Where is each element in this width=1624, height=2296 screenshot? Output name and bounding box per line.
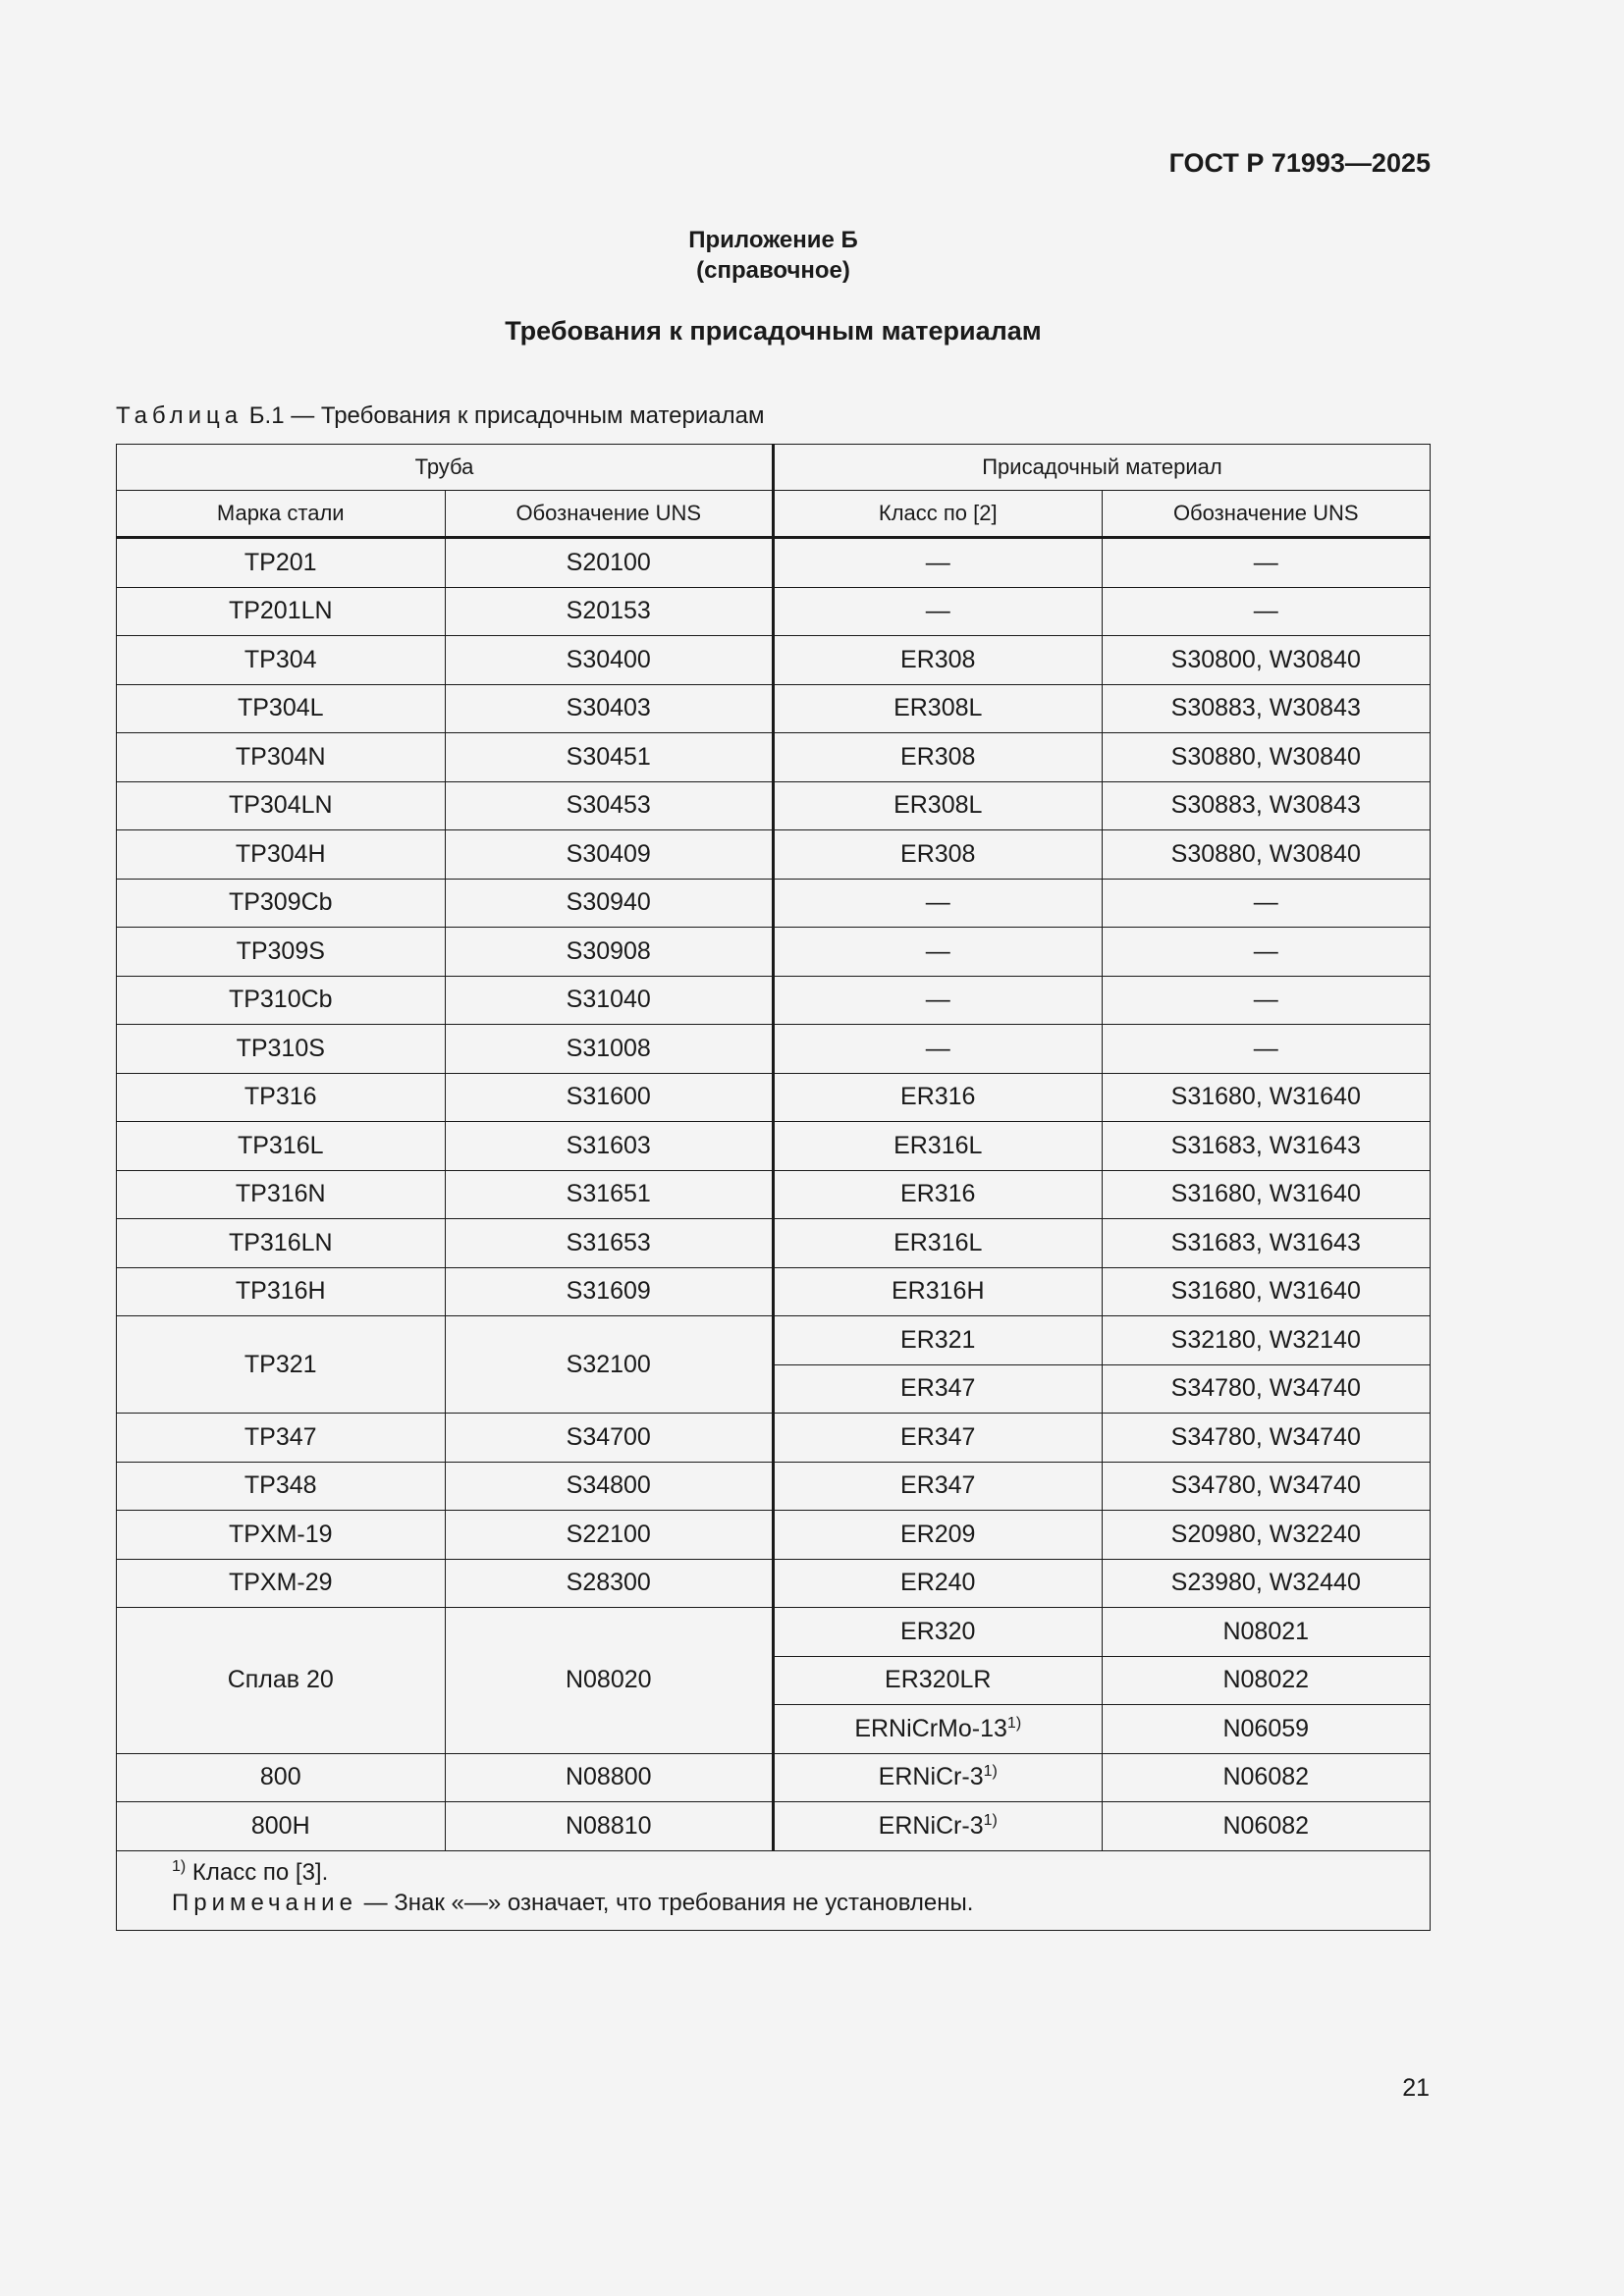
pipe-uns-cell: S30908 [445, 928, 774, 977]
filler-class-text: ER320LR [885, 1666, 992, 1694]
filler-class-cell [774, 830, 1103, 880]
table-row [117, 1414, 1431, 1463]
filler-uns-cell: — [1102, 1025, 1431, 1074]
pipe-uns-cell: N08020 [445, 1608, 774, 1754]
filler-class-text: ER347 [900, 1471, 976, 1500]
filler-class-cell [774, 684, 1103, 733]
filler-class-text: ER316L [893, 1228, 983, 1256]
filler-class-cell [774, 1802, 1103, 1851]
filler-uns-cell: S30880, W30840 [1102, 830, 1431, 880]
steel-grade-cell: TPXM-29 [117, 1559, 446, 1608]
pipe-uns-cell: N08810 [445, 1802, 774, 1851]
table-caption [116, 402, 764, 430]
pipe-uns-cell: S30453 [445, 781, 774, 830]
filler-class-text: — [925, 548, 950, 576]
filler-uns-cell: — [1102, 538, 1431, 588]
filler-class-cell [774, 538, 1103, 588]
table-row [117, 830, 1431, 880]
filler-uns-cell: S30883, W30843 [1102, 684, 1431, 733]
filler-class-cell [774, 1025, 1103, 1074]
steel-grade-cell: TP304H [117, 830, 446, 880]
filler-uns-cell: S31680, W31640 [1102, 1073, 1431, 1122]
filler-uns-cell: S32180, W32140 [1102, 1316, 1431, 1365]
filler-class-text: ER308L [893, 791, 983, 820]
table-row [117, 1267, 1431, 1316]
filler-class-text: ER209 [900, 1520, 976, 1548]
table-row [117, 1608, 1431, 1657]
pipe-uns-cell: S31600 [445, 1073, 774, 1122]
steel-grade-cell: TP304N [117, 733, 446, 782]
filler-class-text: — [925, 888, 950, 917]
filler-class-text: ER321 [900, 1325, 976, 1354]
group-header-filler: Присадочный материал [774, 445, 1431, 491]
table-row [117, 928, 1431, 977]
pipe-uns-cell: S32100 [445, 1316, 774, 1414]
filler-class-cell [774, 1608, 1103, 1657]
filler-class-text: — [925, 936, 950, 965]
table-footer [117, 1850, 1431, 1930]
steel-grade-cell: TPXM-19 [117, 1511, 446, 1560]
filler-class-cell [774, 1267, 1103, 1316]
table-caption-prefix: Таблица [116, 402, 244, 429]
steel-grade-cell: TP304L [117, 684, 446, 733]
table-column-header-row [117, 491, 1431, 538]
filler-uns-cell: S30800, W30840 [1102, 636, 1431, 685]
steel-grade-cell: TP309S [117, 928, 446, 977]
table-row [117, 538, 1431, 588]
footnote-ref: 1) [1006, 1714, 1022, 1732]
filler-class-cell [774, 976, 1103, 1025]
table-row [117, 1170, 1431, 1219]
pipe-uns-cell: S34800 [445, 1462, 774, 1511]
filler-class-cell [774, 879, 1103, 928]
table-row [117, 1073, 1431, 1122]
standard-number: ГОСТ Р 71993—2025 [1168, 148, 1431, 178]
filler-class-cell [774, 1170, 1103, 1219]
filler-class-cell [774, 1316, 1103, 1365]
filler-class-text: ER308 [900, 645, 976, 673]
column-header-pipe-uns: Обозначение UNS [445, 491, 774, 538]
appendix-status: (справочное) [696, 257, 850, 284]
table-row [117, 1511, 1431, 1560]
pipe-uns-cell: S30409 [445, 830, 774, 880]
filler-uns-cell: S30880, W30840 [1102, 733, 1431, 782]
filler-class-text: ER316 [900, 1180, 976, 1208]
filler-uns-cell: — [1102, 976, 1431, 1025]
filler-uns-cell: — [1102, 879, 1431, 928]
filler-class-text: — [925, 986, 950, 1014]
pipe-uns-cell: N08800 [445, 1753, 774, 1802]
filler-class-text: ER308L [893, 694, 983, 722]
steel-grade-cell: TP316L [117, 1122, 446, 1171]
table-row [117, 733, 1431, 782]
pipe-uns-cell: S34700 [445, 1414, 774, 1463]
steel-grade-cell: TP321 [117, 1316, 446, 1414]
steel-grade-cell: TP310S [117, 1025, 446, 1074]
filler-class-text: ER240 [900, 1569, 976, 1597]
footnote-ref: 1) [983, 1811, 998, 1829]
filler-uns-cell: N06082 [1102, 1753, 1431, 1802]
filler-uns-cell: N06059 [1102, 1705, 1431, 1754]
filler-class-text: ER347 [900, 1374, 976, 1403]
steel-grade-cell: 800 [117, 1753, 446, 1802]
table-row [117, 1219, 1431, 1268]
filler-class-text: ER320 [900, 1617, 976, 1645]
column-header-filler-uns: Обозначение UNS [1102, 491, 1431, 538]
filler-class-cell [774, 1753, 1103, 1802]
filler-uns-cell: — [1102, 928, 1431, 977]
table-row [117, 976, 1431, 1025]
filler-uns-cell: S31683, W31643 [1102, 1122, 1431, 1171]
filler-uns-cell: — [1102, 587, 1431, 636]
filler-class-cell [774, 1364, 1103, 1414]
filler-uns-cell: S30883, W30843 [1102, 781, 1431, 830]
filler-class-cell [774, 1656, 1103, 1705]
filler-class-cell [774, 733, 1103, 782]
table-body [117, 538, 1431, 1851]
filler-class-text: ERNiCr-3 [878, 1811, 984, 1840]
steel-grade-cell: TP348 [117, 1462, 446, 1511]
filler-uns-cell: S31680, W31640 [1102, 1267, 1431, 1316]
table-group-header-row [117, 445, 1431, 491]
pipe-uns-cell: S28300 [445, 1559, 774, 1608]
table-caption-text: Б.1 — Требования к присадочным материалам [248, 402, 765, 429]
filler-class-cell [774, 1559, 1103, 1608]
filler-class-text: ERNiCr-3 [878, 1763, 984, 1791]
filler-class-cell [774, 1511, 1103, 1560]
steel-grade-cell: TP310Cb [117, 976, 446, 1025]
filler-uns-cell: S34780, W34740 [1102, 1414, 1431, 1463]
pipe-uns-cell: S30403 [445, 684, 774, 733]
filler-class-text: ER308 [900, 839, 976, 868]
table-row [117, 684, 1431, 733]
filler-class-text: ER316 [900, 1083, 976, 1111]
filler-class-text: ER347 [900, 1422, 976, 1451]
filler-class-cell [774, 1219, 1103, 1268]
filler-uns-cell: S31683, W31643 [1102, 1219, 1431, 1268]
filler-class-cell [774, 587, 1103, 636]
page-number: 21 [1402, 2074, 1430, 2102]
steel-grade-cell: TP316LN [117, 1219, 446, 1268]
column-header-filler-class: Класс по [2] [774, 491, 1103, 538]
note-text: — Знак «—» означает, что требования не установлены. [356, 1889, 974, 1916]
steel-grade-cell: TP316N [117, 1170, 446, 1219]
group-header-pipe: Труба [117, 445, 774, 491]
steel-grade-cell: TP201LN [117, 587, 446, 636]
filler-class-text: — [925, 1034, 950, 1062]
filler-uns-cell: N08022 [1102, 1656, 1431, 1705]
table-notes [117, 1850, 1431, 1930]
filler-uns-cell: S34780, W34740 [1102, 1462, 1431, 1511]
note [172, 1888, 1430, 1918]
table-header [117, 445, 1431, 538]
filler-class-text: ERNiCrMo-13 [854, 1714, 1007, 1742]
table-row [117, 1802, 1431, 1851]
pipe-uns-cell: S31609 [445, 1267, 774, 1316]
pipe-uns-cell: S31653 [445, 1219, 774, 1268]
table-footnote-row [117, 1850, 1431, 1930]
pipe-uns-cell: S20100 [445, 538, 774, 588]
filler-uns-cell: S34780, W34740 [1102, 1364, 1431, 1414]
footnote [172, 1857, 1430, 1888]
pipe-uns-cell: S31040 [445, 976, 774, 1025]
pipe-uns-cell: S31603 [445, 1122, 774, 1171]
table-row [117, 636, 1431, 685]
steel-grade-cell: TP304 [117, 636, 446, 685]
pipe-uns-cell: S30940 [445, 879, 774, 928]
steel-grade-cell: TP304LN [117, 781, 446, 830]
table-row [117, 879, 1431, 928]
steel-grade-cell: TP316H [117, 1267, 446, 1316]
appendix-label: Приложение Б [688, 227, 858, 253]
footnote-marker: 1) [172, 1857, 187, 1875]
steel-grade-cell: TP316 [117, 1073, 446, 1122]
filler-class-cell [774, 1414, 1103, 1463]
filler-uns-cell: S20980, W32240 [1102, 1511, 1431, 1560]
steel-grade-cell: Сплав 20 [117, 1608, 446, 1754]
filler-class-cell [774, 1705, 1103, 1754]
filler-class-cell [774, 928, 1103, 977]
filler-uns-cell: S23980, W32440 [1102, 1559, 1431, 1608]
pipe-uns-cell: S22100 [445, 1511, 774, 1560]
filler-class-text: ER308 [900, 742, 976, 771]
pipe-uns-cell: S30400 [445, 636, 774, 685]
filler-class-text: — [925, 597, 950, 625]
appendix-heading: Требования к присадочным материалам [505, 316, 1042, 346]
filler-uns-cell: N06082 [1102, 1802, 1431, 1851]
filler-class-text: ER316L [893, 1131, 983, 1159]
steel-grade-cell: TP347 [117, 1414, 446, 1463]
filler-class-cell [774, 1122, 1103, 1171]
pipe-uns-cell: S31008 [445, 1025, 774, 1074]
table-row [117, 1753, 1431, 1802]
steel-grade-cell: TP309Cb [117, 879, 446, 928]
table-row [117, 1559, 1431, 1608]
filler-materials-table [116, 444, 1431, 1931]
pipe-uns-cell: S30451 [445, 733, 774, 782]
table-row [117, 1462, 1431, 1511]
filler-uns-cell: N08021 [1102, 1608, 1431, 1657]
table-row [117, 1025, 1431, 1074]
footnote-ref: 1) [983, 1763, 998, 1781]
table-row [117, 587, 1431, 636]
filler-class-cell [774, 636, 1103, 685]
filler-class-cell [774, 1462, 1103, 1511]
filler-class-cell [774, 1073, 1103, 1122]
pipe-uns-cell: S31651 [445, 1170, 774, 1219]
table-row [117, 1316, 1431, 1365]
pipe-uns-cell: S20153 [445, 587, 774, 636]
footnote-text: Класс по [3]. [186, 1858, 329, 1886]
filler-class-text: ER316H [892, 1277, 985, 1306]
column-header-steel-grade: Марка стали [117, 491, 446, 538]
note-label: Примечание [172, 1889, 357, 1916]
steel-grade-cell: 800H [117, 1802, 446, 1851]
steel-grade-cell: TP201 [117, 538, 446, 588]
filler-uns-cell: S31680, W31640 [1102, 1170, 1431, 1219]
table-row [117, 781, 1431, 830]
table-row [117, 1122, 1431, 1171]
filler-class-cell [774, 781, 1103, 830]
